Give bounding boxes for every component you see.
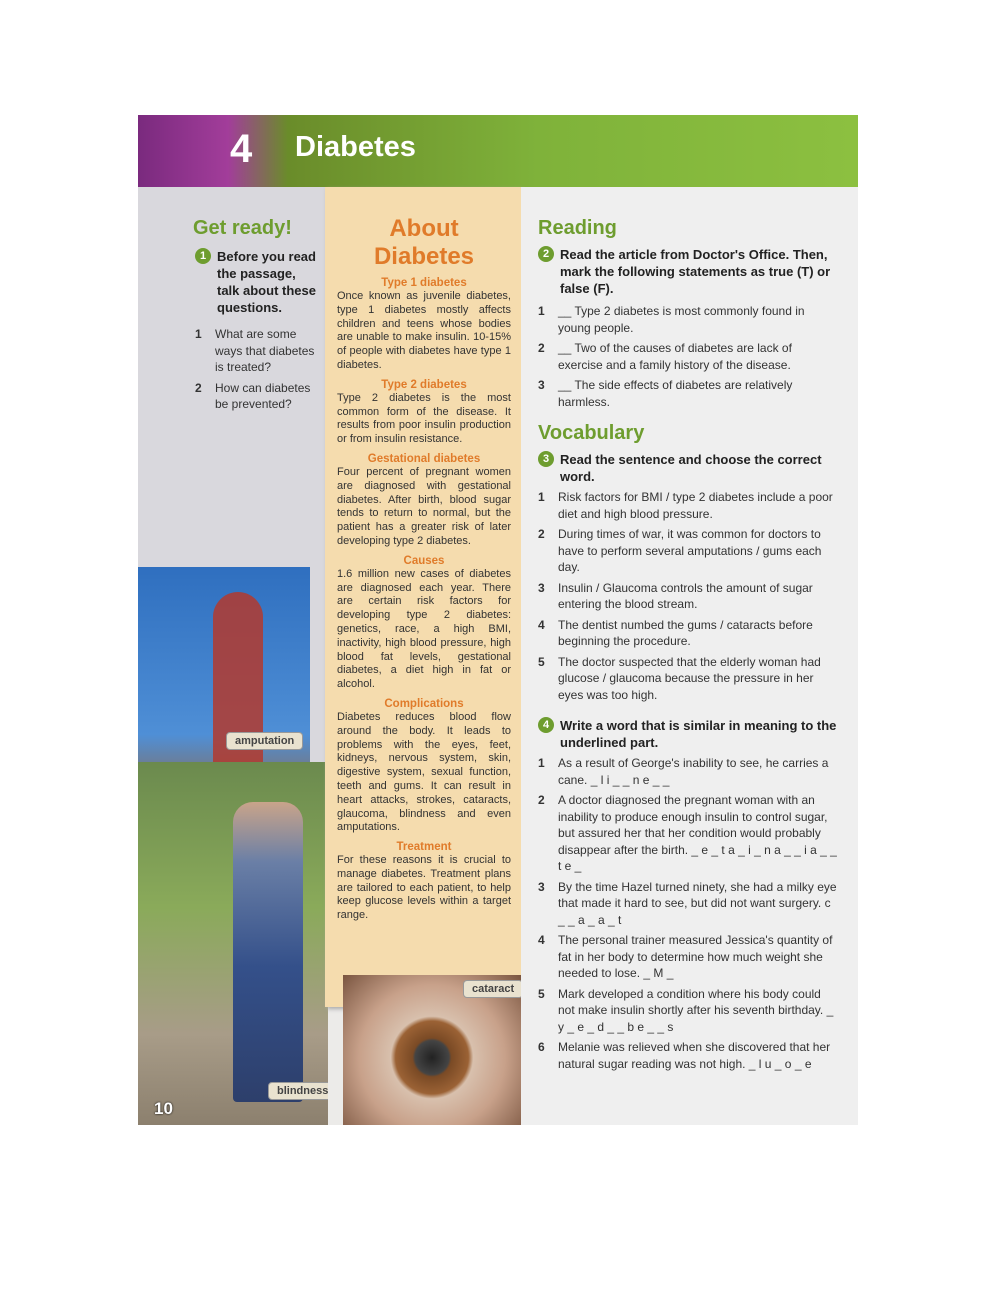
section-heading: Treatment xyxy=(396,841,452,854)
unit-title: Diabetes xyxy=(295,131,416,163)
true-false-item xyxy=(538,377,838,410)
exercises-column xyxy=(521,187,858,1125)
item-text: Melanie was relieved when she discovered that her natural sugar reading was not high. _ l u _ o _ e xyxy=(558,1040,831,1071)
item-number: 5 xyxy=(538,654,545,669)
article-box xyxy=(325,187,521,1007)
section-text: Four percent of pregnant women are diagnosed with gestational diabetes. After birth, blood sugar tends to return to normal, but the patient has a greater risk of later developing type 2 diabetes. xyxy=(337,465,511,547)
choose-word-item xyxy=(538,617,838,650)
choose-word-item xyxy=(538,654,838,704)
choose-word-item xyxy=(538,526,838,576)
unit-number: 4 xyxy=(230,127,253,171)
item-number: 3 xyxy=(538,580,545,595)
blindness-label: blindness xyxy=(268,1082,328,1100)
true-false-item xyxy=(538,303,838,336)
vocabulary-heading: Vocabulary xyxy=(538,422,645,444)
item-text: The doctor suspected that the elderly woman had glucose / glaucoma because the pressure in her eyes was too high. xyxy=(558,654,821,702)
item-text: A doctor diagnosed the pregnant woman with an inability to produce enough insulin to control sugar, but assured her that her condition would probably disappear after the birth. _ e _ t a _ i _ n a _ _ i a _ _ t e _ xyxy=(558,793,837,873)
write-word-item xyxy=(538,986,838,1036)
item-text: The dentist numbed the gums / cataracts before beginning the procedure. xyxy=(558,617,813,648)
vocabulary-instruction-4: 4 Write a word that is similar in meaning to the underlined part. xyxy=(538,717,838,751)
reading-heading: Reading xyxy=(538,217,617,239)
item-number: 2 xyxy=(538,793,545,807)
page-number: 10 xyxy=(154,1099,173,1118)
step-number-icon: 4 xyxy=(538,717,554,733)
textbook-page xyxy=(138,115,858,1125)
section-text: Diabetes reduces blood flow around the body. It leads to problems with the eyes, feet, kidneys, nervous system, skin, digestive system, sexual function, teeth and gums. It can result in heart attacks, strokes, cataracts, glaucoma, blindness and even amputations. xyxy=(337,710,511,834)
eye-photo xyxy=(343,975,521,1125)
item-text: __ Two of the causes of diabetes are lack of exercise and a family history of the disease. xyxy=(558,341,792,372)
section-text: 1.6 million new cases of diabetes are diagnosed each year. There are certain risk factors for developing type 2 diabetes: genetics, race, a high BMI, inactivity, high blood pressure, high blood fat levels, gestational diabetes, a diet high in fat or alcohol. xyxy=(337,567,511,691)
unit-header xyxy=(138,115,858,187)
item-text: By the time Hazel turned ninety, she had a milky eye that made it hard to see, but did not want surgery. c _ _ a _ a _ t xyxy=(558,879,837,927)
item-text: __ Type 2 diabetes is most commonly found in young people. xyxy=(558,304,805,335)
section-text: Once known as juvenile diabetes, type 1 diabetes mostly affects children and teens whose bodies are unable to make insulin. 10-15% of people with diabetes have type 1 diabetes. xyxy=(337,290,511,371)
section-text: For these reasons it is crucial to manage diabetes. Treatment plans are tailored to each patient, to help keep glucose levels within a target range. xyxy=(337,854,511,922)
item-number: 2 xyxy=(538,341,545,355)
choose-word-item xyxy=(538,489,838,522)
section-text: Type 2 diabetes is the most common form of the disease. It results from poor insulin production or from insulin resistance. xyxy=(337,391,511,446)
cataract-label: cataract xyxy=(463,980,521,998)
choose-word-item xyxy=(538,580,838,613)
item-number: 3 xyxy=(538,879,545,894)
reading-instruction: 2 Read the article from Doctor's Office. Then, mark the following statements as true (T) or false (F). xyxy=(538,246,838,297)
section-heading: Type 1 diabetes xyxy=(381,277,467,289)
section-heading: Gestational diabetes xyxy=(367,452,481,465)
item-number: 3 xyxy=(538,378,545,392)
section-heading: Complications xyxy=(384,697,464,710)
item-number: 1 xyxy=(538,304,545,318)
step-number-icon: 2 xyxy=(538,246,554,262)
article-title: About Diabetes xyxy=(373,215,475,270)
true-false-item xyxy=(538,340,838,373)
write-word-item xyxy=(538,792,838,875)
item-text: Risk factors for BMI / type 2 diabetes include a poor diet and high blood pressure. xyxy=(558,490,833,521)
write-word-item xyxy=(538,879,838,929)
write-word-item xyxy=(538,755,838,788)
write-word-item xyxy=(538,932,838,982)
item-number: 2 xyxy=(538,527,545,541)
section-heading: Causes xyxy=(403,554,445,567)
item-number: 5 xyxy=(538,986,545,1001)
item-text: During times of war, it was common for doctors to have to perform several amputations / gums each day. xyxy=(558,527,822,574)
section-heading: Type 2 diabetes xyxy=(381,378,467,391)
item-number: 4 xyxy=(538,933,545,947)
question: 2 How can diabetes be prevented? xyxy=(195,380,311,411)
item-text: The personal trainer measured Jessica's quantity of fat in her body to determine how much weight she needed to lose. _ M _ xyxy=(558,933,833,980)
item-text: Insulin / Glaucoma controls the amount of sugar entering the blood stream. xyxy=(558,580,813,611)
item-text: __ The side effects of diabetes are relatively harmless. xyxy=(558,378,793,409)
step-number-icon: 1 xyxy=(195,248,211,264)
get-ready-instruction: 1 Before you read the passage, talk about these questions. xyxy=(195,248,320,316)
blind-man-photo xyxy=(138,762,328,1125)
step-number-icon: 3 xyxy=(538,451,554,467)
vocabulary-instruction-3: 3 Read the sentence and choose the correct word. xyxy=(538,451,838,485)
item-number: 1 xyxy=(538,490,545,504)
item-text: As a result of George's inability to see, he carries a cane. _ l i _ _ n e _ _ xyxy=(558,756,829,787)
question: 1 What are some ways that diabetes is treated? xyxy=(195,327,315,374)
get-ready-column xyxy=(138,187,328,1125)
item-number: 1 xyxy=(538,756,545,770)
get-ready-heading: Get ready! xyxy=(193,217,292,239)
item-text: Mark developed a condition where his body could not make insulin shortly after his seventh birthday. _ y _ e _ d _ _ b e _ _ s xyxy=(558,986,834,1034)
amputation-label: amputation xyxy=(226,732,303,750)
item-number: 4 xyxy=(538,617,545,632)
item-number: 6 xyxy=(538,1040,545,1054)
write-word-item xyxy=(538,1039,838,1072)
